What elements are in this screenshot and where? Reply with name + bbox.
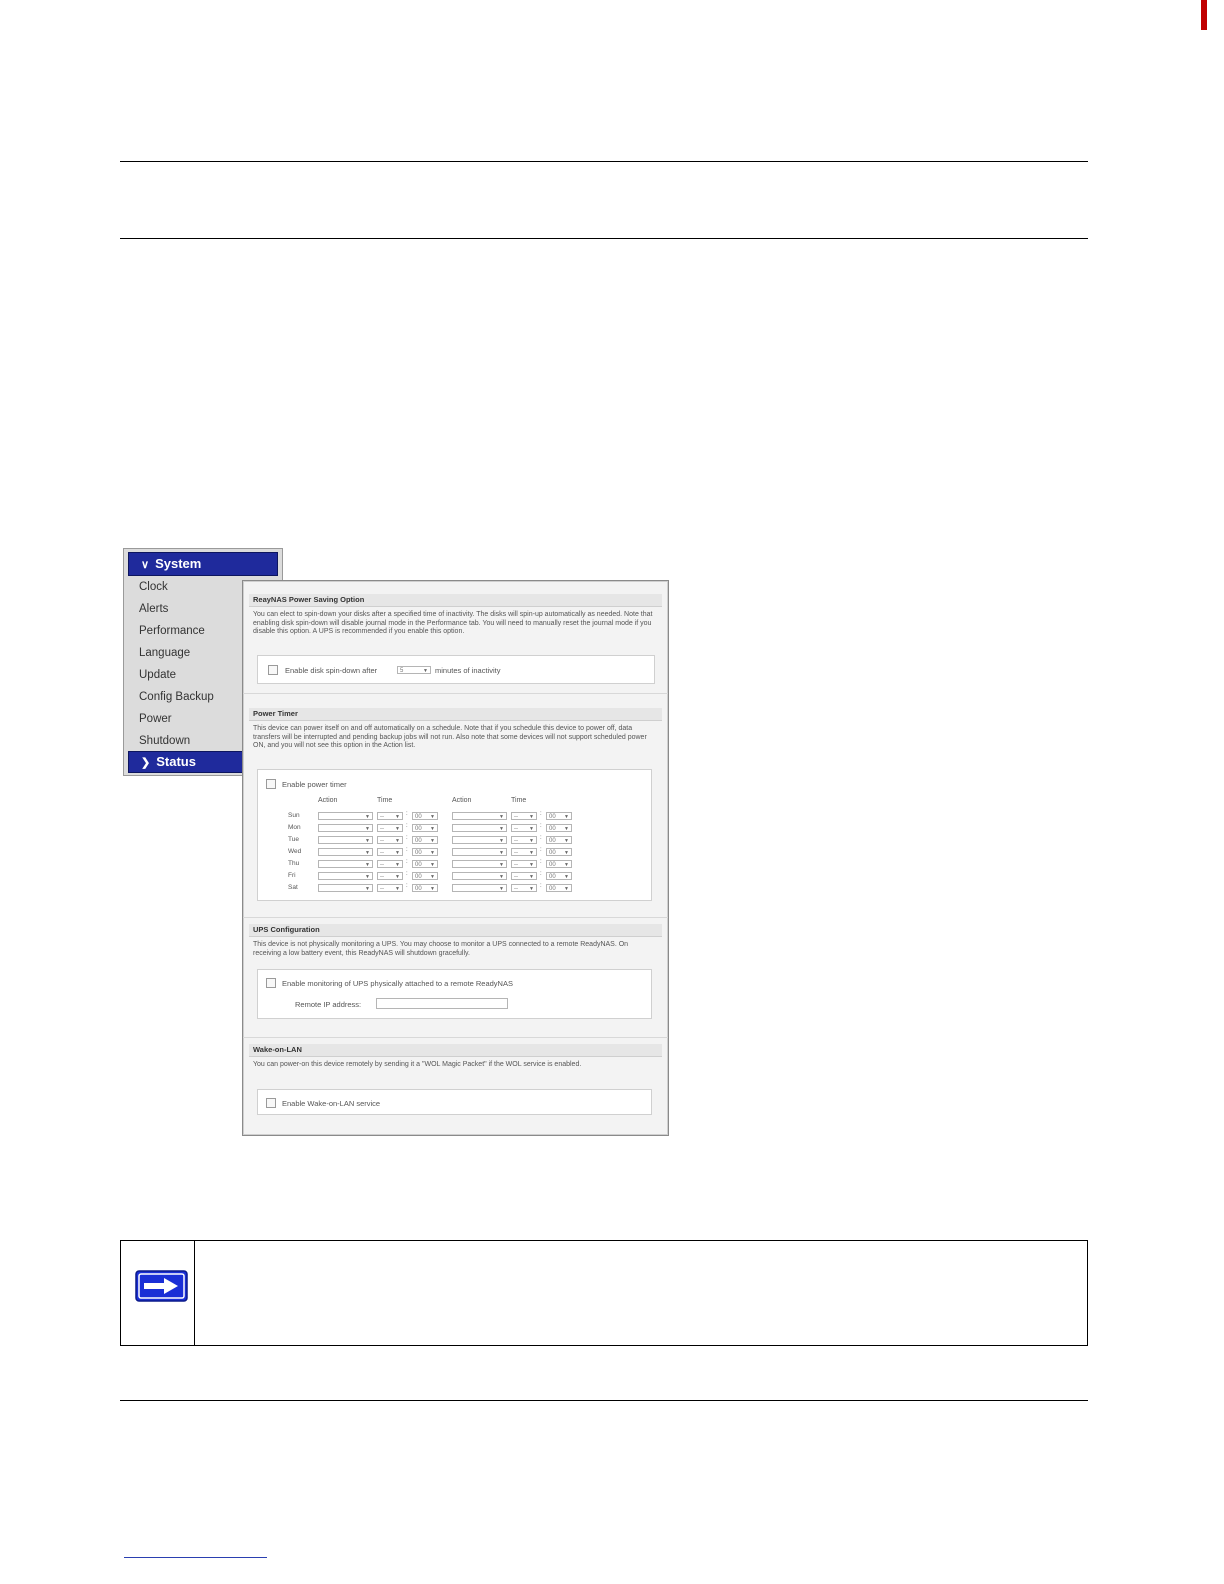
minute-select-1-sat[interactable] bbox=[412, 884, 438, 892]
minute-select-2-tue[interactable] bbox=[546, 836, 572, 844]
right-arrow-icon bbox=[135, 1270, 188, 1302]
time-separator: : bbox=[540, 835, 542, 841]
chevron-down-icon: ▼ bbox=[365, 814, 370, 820]
chevron-down-icon: ▼ bbox=[499, 814, 504, 820]
chevron-down-icon: ▼ bbox=[395, 862, 400, 868]
day-label-tue: Tue bbox=[288, 836, 299, 843]
chevron-down-icon: ▼ bbox=[430, 814, 435, 820]
time-separator: : bbox=[540, 811, 542, 817]
spin-down-suffix: minutes of inactivity bbox=[435, 666, 501, 675]
time-separator: : bbox=[540, 871, 542, 877]
hour-select-1-fri[interactable] bbox=[377, 872, 403, 880]
col-time-2: Time bbox=[511, 797, 527, 804]
chevron-down-icon: ▼ bbox=[529, 886, 534, 892]
footer-rule bbox=[120, 1400, 1088, 1401]
hour-select-2-sun[interactable] bbox=[511, 812, 537, 820]
hour-select-1-mon[interactable] bbox=[377, 824, 403, 832]
power-timer-section bbox=[249, 708, 662, 751]
minute-select-1-tue[interactable] bbox=[412, 836, 438, 844]
minute-select-1-tue-value: 00 bbox=[415, 838, 422, 844]
minute-select-1-wed-value: 00 bbox=[415, 850, 422, 856]
chevron-down-icon: ▼ bbox=[365, 838, 370, 844]
remote-ip-label: Remote IP address: bbox=[295, 1000, 362, 1009]
power-timer-checkbox[interactable] bbox=[266, 779, 276, 789]
minute-select-2-wed[interactable] bbox=[546, 848, 572, 856]
chevron-down-icon: ▼ bbox=[529, 862, 534, 868]
action-select-1-sat[interactable] bbox=[318, 884, 373, 892]
time-separator: : bbox=[540, 883, 542, 889]
chevron-down-icon: ▼ bbox=[499, 850, 504, 856]
power-timer-desc: This device can power itself on and off automatically on a schedule. Note that if you schedule this device to power off, data transfers will be interrupted and pending backup jobs will not run. Also note that some devices will not support scheduled power ON, and you will not see this option in the Action list. bbox=[253, 725, 647, 749]
action-select-2-sat[interactable] bbox=[452, 884, 507, 892]
hour-select-1-mon-value: -- bbox=[380, 826, 384, 832]
hour-select-1-sun[interactable] bbox=[377, 812, 403, 820]
hour-select-1-sat[interactable] bbox=[377, 884, 403, 892]
power-saving-section bbox=[249, 594, 662, 637]
chevron-down-icon: ▼ bbox=[564, 838, 569, 844]
chevron-down-icon: ▼ bbox=[395, 838, 400, 844]
chevron-down-icon: ▼ bbox=[529, 814, 534, 820]
minute-select-1-mon[interactable] bbox=[412, 824, 438, 832]
action-select-1-mon[interactable] bbox=[318, 824, 373, 832]
hour-select-1-thu[interactable] bbox=[377, 860, 403, 868]
hour-select-1-sat-value: -- bbox=[380, 886, 384, 892]
chevron-down-icon: ▼ bbox=[564, 814, 569, 820]
ups-box bbox=[257, 969, 652, 1019]
chevron-down-icon: ▼ bbox=[529, 826, 534, 832]
spin-down-box bbox=[257, 655, 655, 684]
menu-item-power[interactable]: Power bbox=[139, 713, 172, 725]
power-settings-panel bbox=[242, 580, 669, 1136]
power-timer-label: Enable power timer bbox=[282, 780, 347, 789]
chevron-down-icon: ▼ bbox=[365, 886, 370, 892]
day-label-mon: Mon bbox=[288, 824, 301, 831]
wol-checkbox[interactable] bbox=[266, 1098, 276, 1108]
ups-desc: This device is not physically monitoring a UPS. You may choose to monitor a UPS connected to a remote ReadyNAS. On receiving a low battery event, this ReadyNAS will shutdown gracefully. bbox=[253, 941, 629, 957]
chevron-down-icon: ▼ bbox=[395, 886, 400, 892]
action-select-1-thu[interactable] bbox=[318, 860, 373, 868]
menu-item-shutdown[interactable]: Shutdown bbox=[139, 735, 191, 747]
action-select-1-fri[interactable] bbox=[318, 872, 373, 880]
time-separator: : bbox=[406, 811, 408, 817]
power-saving-desc: You can elect to spin-down your disks after a specified time of inactivity. The disks will spin-up automatically as needed. Note that enabling disk spin-down will disable journal mode in the Performance tab. You will need to manually reset the journal mode if you disable this option. A UPS is recommended if you enable this option. bbox=[253, 611, 653, 635]
hour-select-2-thu[interactable] bbox=[511, 860, 537, 868]
spin-down-checkbox[interactable] bbox=[268, 665, 278, 675]
time-separator: : bbox=[406, 883, 408, 889]
col-action-1: Action bbox=[318, 797, 338, 804]
minute-select-2-wed-value: 00 bbox=[549, 850, 556, 856]
chevron-down-icon: ▼ bbox=[499, 838, 504, 844]
hour-select-2-mon[interactable] bbox=[511, 824, 537, 832]
note-divider bbox=[194, 1241, 195, 1345]
chevron-down-icon: ▼ bbox=[499, 826, 504, 832]
section-divider bbox=[243, 1037, 668, 1038]
chevron-down-icon: ▼ bbox=[365, 874, 370, 880]
chevron-down-icon: ∨ bbox=[141, 559, 150, 571]
chevron-down-icon: ▼ bbox=[564, 826, 569, 832]
chevron-down-icon: ▼ bbox=[395, 814, 400, 820]
minute-select-2-sun-value: 00 bbox=[549, 814, 556, 820]
day-label-fri: Fri bbox=[288, 872, 296, 879]
action-select-2-tue[interactable] bbox=[452, 836, 507, 844]
day-label-wed: Wed bbox=[288, 848, 302, 855]
minute-select-2-thu[interactable] bbox=[546, 860, 572, 868]
chevron-down-icon: ▼ bbox=[365, 850, 370, 856]
time-separator: : bbox=[540, 823, 542, 829]
hour-select-2-thu-value: -- bbox=[514, 862, 518, 868]
minute-select-2-fri[interactable] bbox=[546, 872, 572, 880]
chevron-down-icon: ▼ bbox=[395, 850, 400, 856]
action-select-2-wed[interactable] bbox=[452, 848, 507, 856]
minute-select-2-tue-value: 00 bbox=[549, 838, 556, 844]
action-select-1-wed[interactable] bbox=[318, 848, 373, 856]
section-divider bbox=[243, 917, 668, 918]
header-rule-top bbox=[120, 161, 1088, 162]
minute-select-1-sat-value: 00 bbox=[415, 886, 422, 892]
chevron-down-icon: ▼ bbox=[395, 874, 400, 880]
chevron-down-icon: ▼ bbox=[430, 862, 435, 868]
time-separator: : bbox=[406, 871, 408, 877]
power-timer-box bbox=[257, 769, 652, 901]
note-box bbox=[120, 1240, 1088, 1346]
remote-ip-input[interactable] bbox=[376, 998, 508, 1009]
chevron-down-icon: ▼ bbox=[499, 874, 504, 880]
wol-label: Enable Wake-on-LAN service bbox=[282, 1099, 381, 1108]
minute-select-2-mon-value: 00 bbox=[549, 826, 556, 832]
day-label-thu: Thu bbox=[288, 860, 300, 867]
menu-item-clock[interactable]: Clock bbox=[139, 581, 168, 593]
hour-select-1-tue[interactable] bbox=[377, 836, 403, 844]
action-select-1-tue[interactable] bbox=[318, 836, 373, 844]
chevron-down-icon: ▼ bbox=[529, 838, 534, 844]
chapter-tab-marker bbox=[1201, 0, 1207, 30]
minute-select-1-mon-value: 00 bbox=[415, 826, 422, 832]
minute-select-2-thu-value: 00 bbox=[549, 862, 556, 868]
hour-select-2-fri[interactable] bbox=[511, 872, 537, 880]
menu-item-language[interactable]: Language bbox=[139, 647, 191, 659]
time-separator: : bbox=[406, 835, 408, 841]
hour-select-2-sat-value: -- bbox=[514, 886, 518, 892]
day-label-sun: Sun bbox=[288, 812, 300, 819]
hour-select-2-mon-value: -- bbox=[514, 826, 518, 832]
header-rule-bottom bbox=[120, 238, 1088, 239]
ups-checkbox[interactable] bbox=[266, 978, 276, 988]
menu-item-update[interactable]: Update bbox=[139, 669, 177, 681]
wol-title: Wake-on-LAN bbox=[249, 1044, 662, 1057]
minute-select-2-mon[interactable] bbox=[546, 824, 572, 832]
spin-down-minutes-value: 5 bbox=[400, 668, 404, 674]
col-time-1: Time bbox=[377, 797, 393, 804]
time-separator: : bbox=[540, 847, 542, 853]
hour-select-2-tue[interactable] bbox=[511, 836, 537, 844]
ups-title: UPS Configuration bbox=[249, 924, 662, 937]
minute-select-2-sat[interactable] bbox=[546, 884, 572, 892]
minute-select-1-thu-value: 00 bbox=[415, 862, 422, 868]
hour-select-1-sun-value: -- bbox=[380, 814, 384, 820]
wol-desc: You can power-on this device remotely by sending it a "WOL Magic Packet" if the WOL service is enabled. bbox=[253, 1061, 582, 1068]
chevron-down-icon: ▼ bbox=[430, 826, 435, 832]
action-select-2-thu[interactable] bbox=[452, 860, 507, 868]
menu-item-alerts[interactable]: Alerts bbox=[139, 603, 169, 615]
ups-label: Enable monitoring of UPS physically attached to a remote ReadyNAS bbox=[282, 979, 513, 988]
minute-select-2-sat-value: 00 bbox=[549, 886, 556, 892]
menu-item-config-backup[interactable]: Config Backup bbox=[139, 691, 214, 703]
minute-select-2-sun[interactable] bbox=[546, 812, 572, 820]
chevron-down-icon: ▼ bbox=[564, 874, 569, 880]
hour-select-2-wed-value: -- bbox=[514, 850, 518, 856]
minute-select-1-fri[interactable] bbox=[412, 872, 438, 880]
chevron-down-icon: ▼ bbox=[529, 874, 534, 880]
day-label-sat: Sat bbox=[288, 884, 298, 891]
chevron-down-icon: ▼ bbox=[564, 850, 569, 856]
hour-select-1-fri-value: -- bbox=[380, 874, 384, 880]
hour-select-2-sun-value: -- bbox=[514, 814, 518, 820]
action-select-1-sun[interactable] bbox=[318, 812, 373, 820]
time-separator: : bbox=[406, 823, 408, 829]
minute-select-1-sun-value: 00 bbox=[415, 814, 422, 820]
chevron-down-icon: ▼ bbox=[365, 862, 370, 868]
spin-down-label: Enable disk spin-down after bbox=[285, 666, 378, 675]
chevron-down-icon: ▼ bbox=[529, 850, 534, 856]
minute-select-1-wed[interactable] bbox=[412, 848, 438, 856]
chevron-down-icon: ▼ bbox=[430, 850, 435, 856]
minute-select-1-fri-value: 00 bbox=[415, 874, 422, 880]
minute-select-1-sun[interactable] bbox=[412, 812, 438, 820]
action-select-2-fri[interactable] bbox=[452, 872, 507, 880]
chevron-right-icon: ❯ bbox=[141, 757, 151, 769]
section-divider bbox=[243, 693, 668, 694]
wol-section bbox=[249, 1044, 662, 1070]
chevron-down-icon: ▼ bbox=[564, 862, 569, 868]
chevron-down-icon: ▼ bbox=[430, 874, 435, 880]
hour-select-1-tue-value: -- bbox=[380, 838, 384, 844]
menu-status-label: Status bbox=[156, 754, 196, 769]
action-select-2-sun[interactable] bbox=[452, 812, 507, 820]
hour-select-1-wed[interactable] bbox=[377, 848, 403, 856]
menu-system-header[interactable] bbox=[128, 552, 278, 576]
power-timer-title: Power Timer bbox=[249, 708, 662, 721]
chevron-down-icon: ▼ bbox=[564, 886, 569, 892]
hour-select-2-tue-value: -- bbox=[514, 838, 518, 844]
power-saving-title: ReayNAS Power Saving Option bbox=[249, 594, 662, 607]
footer-link-underline bbox=[124, 1557, 267, 1558]
hour-select-1-thu-value: -- bbox=[380, 862, 384, 868]
chevron-down-icon: ▼ bbox=[430, 838, 435, 844]
hour-select-2-sat[interactable] bbox=[511, 884, 537, 892]
minute-select-1-thu[interactable] bbox=[412, 860, 438, 868]
time-separator: : bbox=[406, 859, 408, 865]
wol-box bbox=[257, 1089, 652, 1115]
chevron-down-icon: ▼ bbox=[499, 886, 504, 892]
chevron-down-icon: ▼ bbox=[365, 826, 370, 832]
chevron-down-icon: ▼ bbox=[499, 862, 504, 868]
time-separator: : bbox=[406, 847, 408, 853]
chevron-down-icon: ▼ bbox=[423, 668, 428, 674]
spin-down-minutes-select[interactable] bbox=[397, 666, 431, 674]
ups-section bbox=[249, 924, 662, 958]
hour-select-2-fri-value: -- bbox=[514, 874, 518, 880]
col-action-2: Action bbox=[452, 797, 472, 804]
minute-select-2-fri-value: 00 bbox=[549, 874, 556, 880]
menu-item-performance[interactable]: Performance bbox=[139, 625, 205, 637]
time-separator: : bbox=[540, 859, 542, 865]
hour-select-2-wed[interactable] bbox=[511, 848, 537, 856]
chevron-down-icon: ▼ bbox=[395, 826, 400, 832]
chevron-down-icon: ▼ bbox=[430, 886, 435, 892]
menu-system-label: System bbox=[155, 556, 202, 571]
action-select-2-mon[interactable] bbox=[452, 824, 507, 832]
hour-select-1-wed-value: -- bbox=[380, 850, 384, 856]
